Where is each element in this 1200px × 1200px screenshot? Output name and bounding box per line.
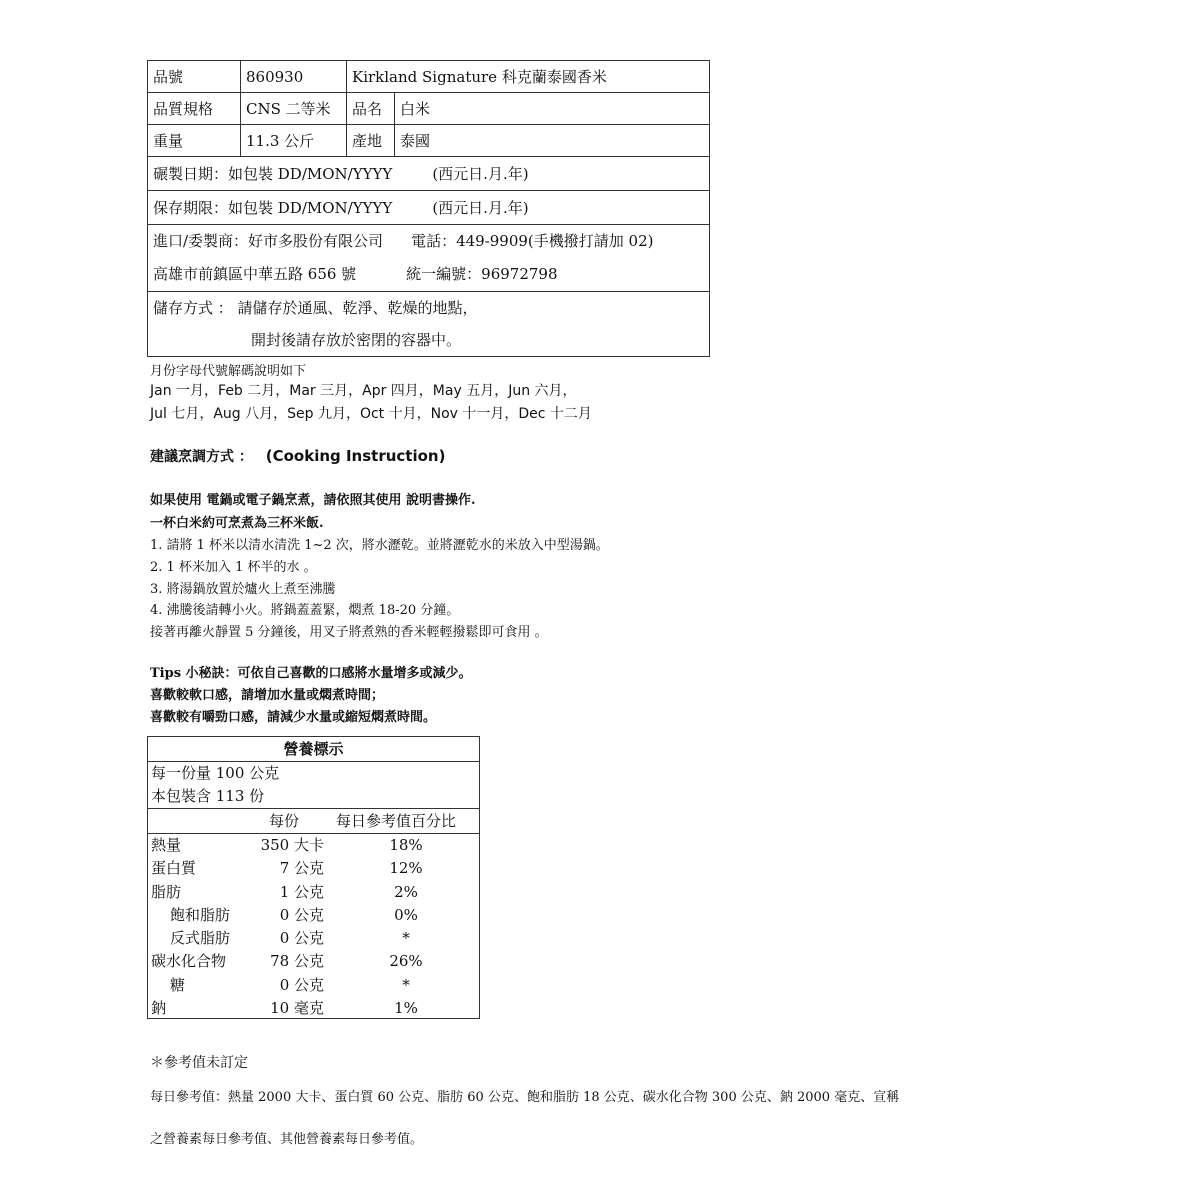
col-daily-value: 每日參考值百分比 — [336, 812, 457, 830]
cooking-step-5: 接著再離火靜置 5 分鐘後，用叉子將煮熟的香米輕輕撥鬆即可食用 。 — [150, 625, 548, 640]
nutrient-daily-value: 0% — [394, 905, 418, 924]
product-info-table — [147, 60, 710, 357]
nutrient-daily-value: * — [402, 929, 410, 948]
cooking-step-2: 2. 1 杯米加入 1 杯半的水 。 — [150, 560, 317, 575]
cooking-intro-2: 一杯白米約可烹煮為三杯米飯. — [150, 516, 324, 531]
storage-line-1: 儲存方式 ： 請儲存於通風、乾淨、乾燥的地點， — [153, 299, 478, 317]
nutrition-row — [148, 997, 479, 1020]
nutrition-title: 營養標示 — [148, 737, 479, 762]
footnote-3: 之營養素每日參考值、其他營養素每日參考值。 — [150, 1132, 424, 1147]
month-codes-line-1: Jan 一月，Feb 二月，Mar 三月，Apr 四月，May 五月，Jun 六月， — [150, 383, 577, 399]
cooking-step-4: 4. 沸騰後請轉小火。將鍋蓋蓋緊，燜煮 18-20 分鐘。 — [150, 603, 460, 618]
cooking-intro-1: 如果使用 電鍋或電子鍋烹煮，請依照其使用 說明書操作. — [150, 493, 476, 508]
importer: 進口/委製商：好市多股份有限公司 — [153, 232, 384, 250]
footnote-2: 每日參考值：熱量 2000 大卡、蛋白質 60 公克、脂肪 60 公克、飽和脂肪 18 公克、碳水化合物 300 公克、鈉 2000 毫克、宣稱 — [150, 1090, 900, 1105]
nutrient-value: 10 毫克 — [270, 999, 324, 1018]
cooking-heading-zh: 建議烹調方式 ： — [150, 449, 253, 465]
nutrient-value: 0 公克 — [279, 929, 324, 948]
nutrient-name: 鈉 — [151, 999, 167, 1018]
tips-line-2: 喜歡較軟口感，請增加水量或燜煮時間； — [150, 688, 385, 703]
nutrient-daily-value: 26% — [389, 952, 423, 971]
cooking-heading — [150, 446, 445, 466]
serving-size: 每一份量 100 公克 — [151, 764, 280, 782]
address: 高雄市前鎮區中華五路 656 號 — [153, 265, 357, 283]
mfg-date: 碾製日期：如包裝 DD/MON/YYYY — [153, 165, 393, 183]
mfg-date-cell — [148, 157, 710, 191]
nutrient-daily-value: * — [402, 975, 410, 994]
nutrient-name: 脂肪 — [151, 882, 182, 901]
month-codes-heading: 月份字母代號解碼說明如下 — [150, 364, 307, 379]
product-name-full: Kirkland Signature 科克蘭泰國香米 — [347, 61, 710, 93]
nutrition-row — [148, 904, 479, 927]
nutrient-name: 熱量 — [151, 836, 182, 854]
nutrient-value: 7 公克 — [279, 859, 324, 878]
nutrient-name: 糖 — [170, 975, 186, 994]
origin-label: 產地 — [347, 125, 395, 157]
nutrient-value: 0 公克 — [279, 905, 324, 924]
nutrient-daily-value: 1% — [394, 999, 418, 1018]
name-label: 品名 — [347, 93, 395, 125]
nutrition-row — [148, 974, 479, 997]
nutrition-row — [148, 857, 479, 880]
nutrition-rows — [148, 834, 479, 1020]
tips-line-1: Tips 小秘訣：可依自己喜歡的口感將水量增多或減少。 — [150, 666, 472, 681]
expiry-note: (西元日.月.年) — [432, 199, 529, 217]
nutrient-value: 350 大卡 — [260, 836, 324, 854]
servings-per-pack: 本包裝含 113 份 — [151, 787, 265, 805]
mfg-date-note: (西元日.月.年) — [432, 165, 529, 183]
cooking-heading-en: (Cooking Instruction) — [265, 447, 446, 465]
item-no-label: 品號 — [148, 61, 241, 93]
cooking-step-1: 1. 請將 1 杯米以清水清洗 1~2 次，將水瀝乾。並將瀝乾水的米放入中型湯鍋。 — [150, 538, 609, 553]
nutrient-name: 反式脂肪 — [170, 929, 231, 948]
nutrition-header-row — [148, 808, 479, 834]
tips-line-3: 喜歡較有嚼勁口感，請減少水量或縮短燜煮時間。 — [150, 710, 437, 725]
nutrient-daily-value: 2% — [394, 882, 418, 901]
item-no-value: 860930 — [241, 61, 347, 93]
month-codes-line-2: Jul 七月，Aug 八月，Sep 九月，Oct 十月，Nov 十一月，Dec 十二月 — [150, 406, 592, 422]
expiry-cell — [148, 191, 710, 225]
storage-cell — [148, 292, 710, 357]
cooking-step-3: 3. 將湯鍋放置於爐火上煮至沸騰 — [150, 582, 336, 597]
phone: 電話：449-9909(手機撥打請加 02) — [411, 232, 654, 250]
weight-value: 11.3 公斤 — [241, 125, 347, 157]
nutrition-row — [148, 834, 479, 857]
nutrient-name: 蛋白質 — [151, 859, 197, 878]
nutrient-daily-value: 18% — [389, 836, 423, 854]
nutrient-value: 1 公克 — [279, 882, 324, 901]
quality-value: CNS 二等米 — [241, 93, 347, 125]
nutrient-value: 78 公克 — [270, 952, 324, 971]
tax-id: 統一編號：96972798 — [406, 265, 558, 283]
nutrition-row — [148, 881, 479, 904]
nutrition-row — [148, 950, 479, 973]
weight-label: 重量 — [148, 125, 241, 157]
quality-label: 品質規格 — [148, 93, 241, 125]
storage-line-2: 開封後請存放於密閉的容器中。 — [251, 331, 462, 349]
nutrient-name: 飽和脂肪 — [170, 905, 231, 924]
expiry-date: 保存期限：如包裝 DD/MON/YYYY — [153, 199, 393, 217]
footnote-1: ＊參考值未訂定 — [150, 1055, 248, 1071]
nutrition-row — [148, 927, 479, 950]
name-value: 白米 — [395, 93, 710, 125]
importer-cell — [148, 225, 710, 292]
origin-value: 泰國 — [395, 125, 710, 157]
nutrient-daily-value: 12% — [389, 859, 423, 878]
nutrient-name: 碳水化合物 — [151, 952, 227, 971]
nutrient-value: 0 公克 — [279, 975, 324, 994]
nutrition-table — [147, 736, 480, 1019]
col-per-serving: 每份 — [268, 812, 299, 830]
